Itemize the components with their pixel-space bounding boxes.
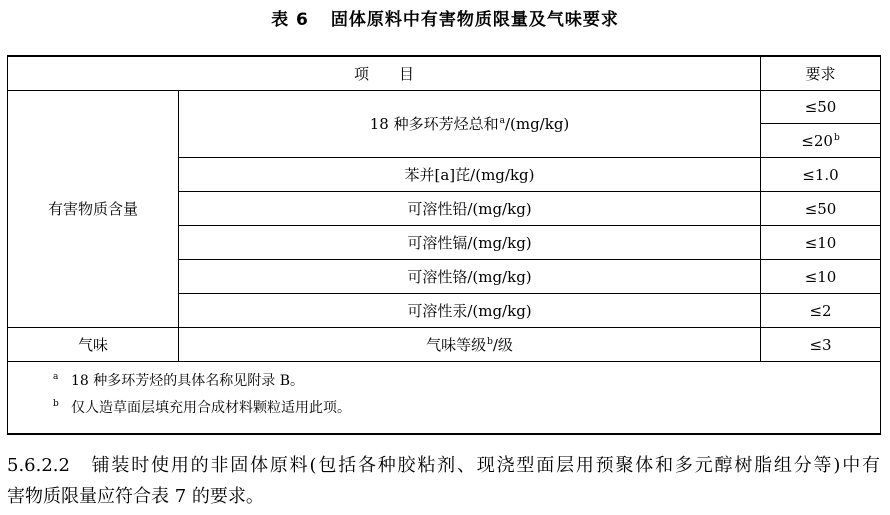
header-requirement: 要求 — [761, 56, 881, 91]
footnote-text: 仅人造草面层填充用合成材料颗粒适用此项。 — [71, 400, 351, 416]
footnote-marker: a — [53, 372, 59, 382]
row-limit: ≤10 — [761, 226, 881, 260]
odor-label: 气味等级 — [426, 335, 487, 354]
odor-footnote-ref: b — [487, 336, 493, 347]
table-header-row — [8, 56, 881, 91]
table-number: 表 6 — [271, 10, 309, 30]
footnote-marker: b — [53, 399, 59, 409]
row-label: 可溶性镉/(mg/kg) — [179, 226, 761, 260]
row-label: 苯并[a]芘/(mg/kg) — [179, 158, 761, 192]
row-limit: ≤1.0 — [761, 158, 881, 192]
row-limit: ≤2 — [761, 294, 881, 328]
pah-footnote-ref: a — [499, 116, 505, 126]
row-label: 可溶性铅/(mg/kg) — [179, 192, 761, 226]
clause-paragraph — [7, 450, 880, 512]
row-label: 可溶性铬/(mg/kg) — [179, 260, 761, 294]
footnote — [53, 368, 880, 395]
pah-label-cell — [179, 91, 761, 158]
pah-limit-2-cell — [761, 124, 881, 158]
footnote — [53, 395, 880, 422]
odor-label-cell — [179, 328, 761, 362]
table-footnotes-row — [8, 362, 881, 435]
pah-limit-1: ≤50 — [761, 91, 881, 124]
table-row-odor — [8, 328, 881, 362]
row-limit: ≤50 — [761, 192, 881, 226]
pah-limit-2: ≤20 — [801, 131, 833, 150]
pah-label: 18 种多环芳烃总和 — [369, 115, 499, 133]
odor-limit: ≤3 — [761, 328, 881, 362]
footnotes-cell — [8, 362, 881, 435]
footnote-text: 18 种多环芳烃的具体名称见附录 B。 — [71, 373, 305, 389]
group-odor-cell: 气味 — [8, 328, 179, 362]
group-hazard-cell: 有害物质含量 — [8, 91, 179, 328]
table-title-text: 固体原料中有害物质限量及气味要求 — [330, 10, 619, 30]
limits-table — [7, 55, 881, 435]
table-row — [8, 91, 881, 124]
clause-line: 5.6.2.2 铺装时使用的非固体原料(包括各种胶粘剂、现浇型面层用预聚体和多元醇树脂组分等)中有 — [7, 455, 880, 476]
odor-unit: /级 — [492, 335, 513, 354]
pah-unit: /(mg/kg) — [504, 115, 570, 133]
row-limit: ≤10 — [761, 260, 881, 294]
clause-line: 害物质限量应符合表 7 的要求。 — [7, 486, 264, 507]
pah-limit-2-footnote-ref: b — [833, 132, 840, 143]
table-title — [0, 8, 890, 32]
header-item: 项 目 — [8, 56, 761, 91]
row-label: 可溶性汞/(mg/kg) — [179, 294, 761, 328]
